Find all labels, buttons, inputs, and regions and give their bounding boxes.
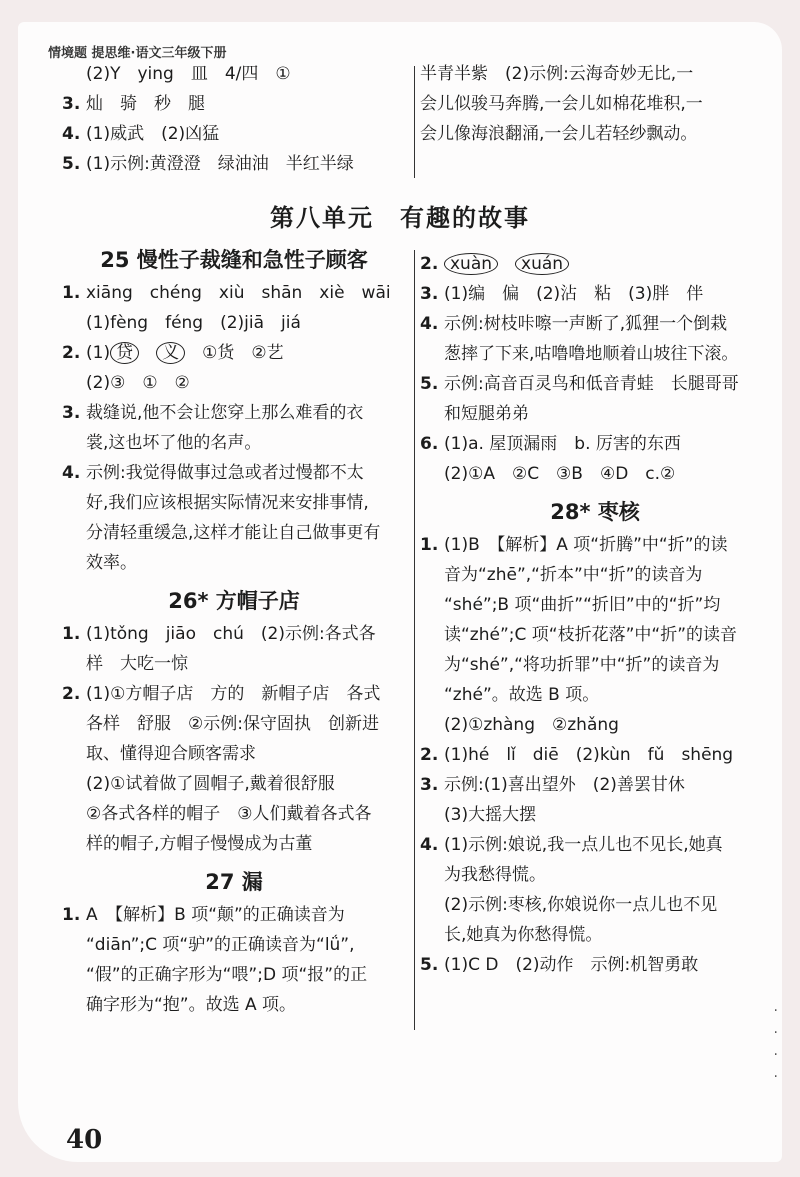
answer-line: “zhé”。故选 B 项。 [444, 685, 600, 705]
circled-char: 义 [156, 342, 185, 364]
answer-row: 5. (1)示例:黄澄澄 绿油油 半红半绿 [62, 154, 354, 174]
answer-row: 3. 灿 骑 秒 腿 [62, 94, 205, 114]
circled-pinyin: xuàn [444, 253, 498, 275]
answer-row: 4. 示例:我觉得做事过急或者过慢都不太 [62, 463, 364, 483]
answer-line: 为我愁得慌。 [444, 865, 546, 885]
unit-title: 第八单元 有趣的故事 [270, 204, 530, 232]
answer-line: “diān”;C 项“驴”的正确读音为“lǘ”, [86, 935, 355, 955]
answer-line: 好,我们应该根据实际情况来安排事情, [86, 493, 369, 513]
answer-row: 2. xuàn xuán [420, 252, 770, 282]
answer-line: (3)大摇大摆 [444, 805, 537, 825]
right-column [420, 252, 770, 983]
answer-line: 长,她真为你愁得慌。 [444, 925, 603, 945]
answer-line: 半青半紫 (2)示例:云海奇妙无比,一 [420, 64, 694, 84]
lesson-title: 25 慢性子裁缝和急性子顾客 [100, 248, 368, 272]
answer-row: (2)Y ying 皿 4/四 ① [86, 64, 291, 84]
answer-row: 1. A 【解析】B 项“颠”的正确读音为 [62, 905, 345, 925]
answer-line: “shé”;B 项“曲折”“折旧”中的“折”均 [444, 595, 721, 615]
answer-row: 3. (1)编 偏 (2)沾 粘 (3)胖 伴 [420, 284, 704, 304]
answer-row: 3. 示例:(1)喜出望外 (2)善罢甘休 [420, 775, 685, 795]
answer-line: 和短腿弟弟 [444, 404, 529, 424]
answer-row: 6. (1)a. 屋顶漏雨 b. 厉害的东西 [420, 434, 681, 454]
top-right-answers [420, 62, 770, 152]
answer-row: 4. (1)示例:娘说,我一点儿也不见长,她真 [420, 835, 723, 855]
answer-line: 音为“zhē”,“折本”中“折”的读音为 [444, 565, 703, 585]
answer-line: 会儿似骏马奔腾,一会儿如棉花堆积,一 [420, 94, 703, 114]
answer-line: 裳,这也坏了他的名声。 [86, 433, 262, 453]
answer-row: 1. (1)B 【解析】A 项“折腾”中“折”的读 [420, 535, 728, 555]
lesson-title: 26* 方帽子店 [168, 589, 300, 613]
answer-row: 1. (1)tǒng jiāo chú (2)示例:各式各 [62, 624, 376, 644]
answer-line: 会儿像海浪翻涌,一会儿若轻纱飘动。 [420, 124, 698, 144]
answer-line: 葱摔了下来,咕噜噜地顺着山坡往下滚。 [444, 344, 739, 364]
answer-line: 确字形为“抱”。故选 A 项。 [86, 995, 297, 1015]
answer-line: (2)①A ②C ③B ④D c.② [444, 464, 676, 484]
answer-row: 2. (1)hé lǐ diē (2)kùn fǔ shēng [420, 745, 734, 765]
column-divider [414, 66, 415, 178]
answer-line: (2)①试着做了圆帽子,戴着很舒服 [86, 774, 335, 794]
answer-row: 1. xiāng chéng xiù shān xiè wāi [62, 283, 391, 303]
page-header: 情境题 提思维·语文三年级下册 [48, 46, 227, 61]
answer-row: 4. (1)威武 (2)凶猛 [62, 124, 220, 144]
answer-row: 5. 示例:高音百灵鸟和低音青蛙 长腿哥哥 [420, 374, 739, 394]
circled-char: 贷 [110, 342, 139, 364]
answer-line: 样 大吃一惊 [86, 654, 188, 674]
answer-line: ②各式各样的帽子 ③人们戴着各式各 [86, 804, 372, 824]
answer-line: (1)fèng féng (2)jiā jiá [86, 313, 301, 333]
lesson-title: 27 漏 [205, 870, 263, 894]
margin-dots: · · · · [773, 1003, 778, 1085]
circled-pinyin: xuán [515, 253, 569, 275]
answer-line: 为“shé”,“将功折罪”中“折”的读音为 [444, 655, 720, 675]
answer-row: 3. 裁缝说,他不会让您穿上那么难看的衣 [62, 403, 364, 423]
lesson-title: 28* 枣核 [550, 500, 640, 524]
page-number: 40 [66, 1125, 103, 1155]
answer-line: (2)示例:枣核,你娘说你一点儿也不见 [444, 895, 718, 915]
answer-line: 效率。 [86, 553, 137, 573]
column-divider [414, 250, 415, 1030]
answer-line: 取、懂得迎合顾客需求 [86, 744, 256, 764]
answer-line: 各样 舒服 ②示例:保守固执 创新进 [86, 714, 379, 734]
answer-row: 2. (1)①方帽子店 方的 新帽子店 各式 [62, 684, 381, 704]
answer-row: 5. (1)C D (2)动作 示例:机智勇敢 [420, 955, 699, 975]
answer-line: 分清轻重缓急,这样才能让自己做事更有 [86, 523, 381, 543]
answer-line: 读“zhé”;C 项“枝折花落”中“折”的读音 [444, 625, 738, 645]
answer-line: (2)③ ① ② [86, 373, 190, 393]
answer-line: (2)①zhàng ②zhǎng [444, 715, 619, 735]
answer-line: “假”的正确字形为“喂”;D 项“报”的正 [86, 965, 368, 985]
answer-line: 样的帽子,方帽子慢慢成为古董 [86, 834, 313, 854]
left-column [62, 244, 406, 1023]
answer-row: 4. 示例:树枝咔嚓一声断了,狐狸一个倒栽 [420, 314, 728, 334]
top-left-answers [62, 62, 406, 182]
answer-row: 2. (1) 贷 义 ①货 ②艺 [62, 343, 284, 363]
